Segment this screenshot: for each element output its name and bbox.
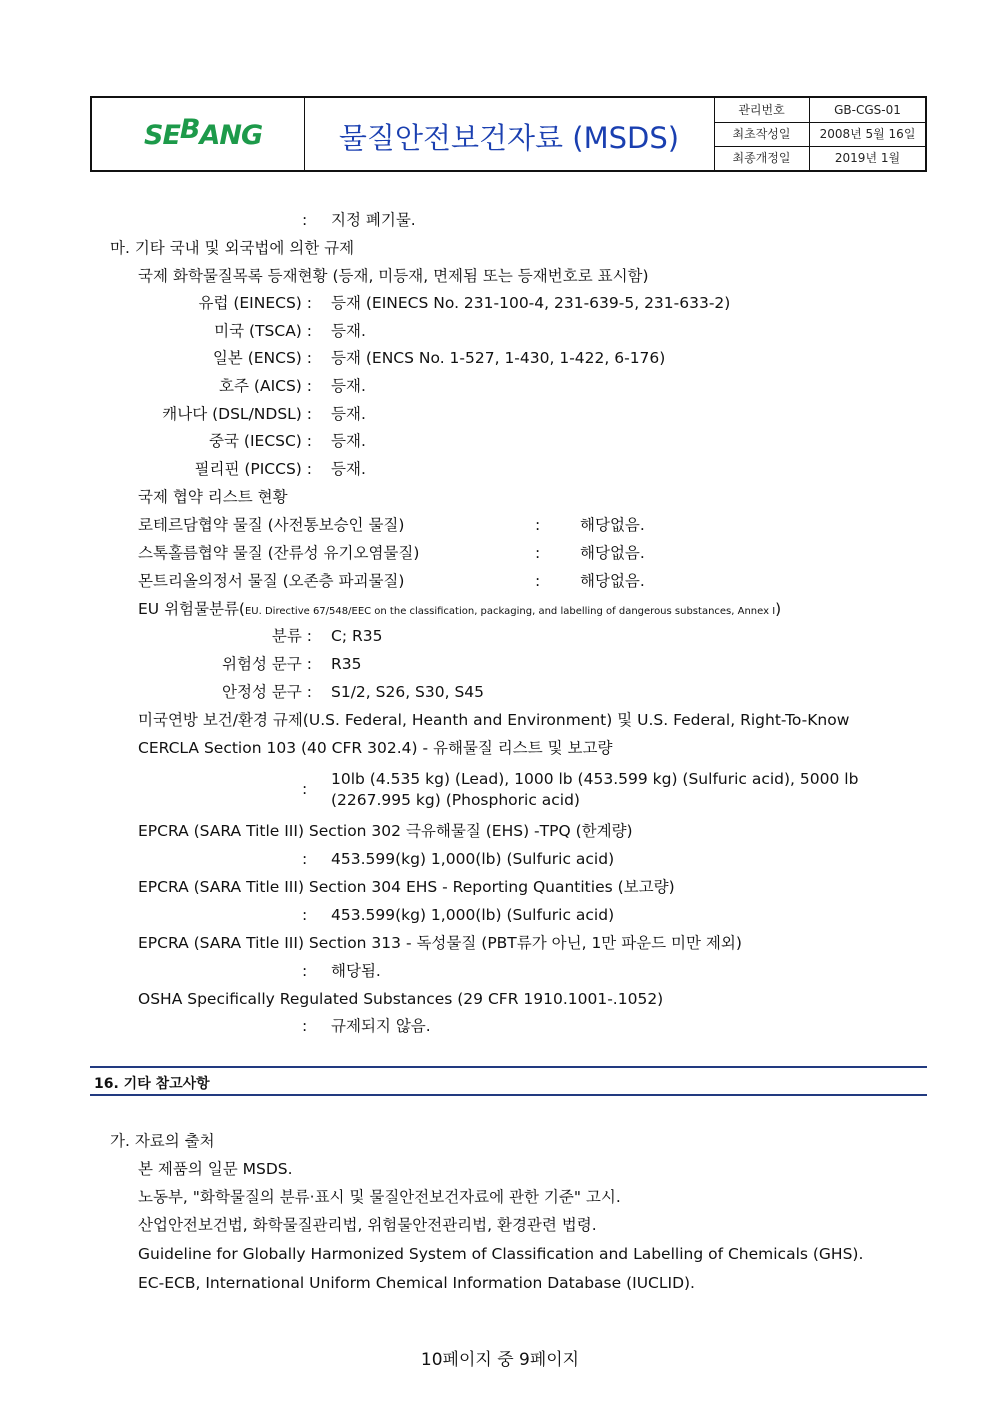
colon: : <box>302 850 308 868</box>
epcra313-heading: EPCRA (SARA Title III) Section 313 - 독성물질 (PBT류가 아닌, 1만 파운드 미만 제외) <box>138 934 742 952</box>
epcra304-heading: EPCRA (SARA Title III) Section 304 EHS - Reporting Quantities (보고량) <box>138 878 675 896</box>
source-item: 산업안전보건법, 화학물질관리법, 위험물안전관리법, 환경관련 법령. <box>138 1216 597 1234</box>
colon: : <box>302 906 308 924</box>
source-item: Guideline for Globally Harmonized System of Classification and Labelling of Chemicals (GHS). <box>138 1245 864 1263</box>
section-16-title: 16. 기타 참고사항 <box>94 1076 210 1092</box>
inventory-label: 미국 (TSCA) : <box>214 322 312 340</box>
inventory-label: 필리핀 (PICCS) : <box>194 460 312 478</box>
inventory-label: 유럽 (EINECS) : <box>198 294 312 312</box>
colon: : <box>302 780 308 798</box>
us-federal-heading: 미국연방 보건/환경 규제(U.S. Federal, Heanth and Environment) 및 U.S. Federal, Right-To-Know <box>138 711 850 729</box>
inventory-value: 등재 (ENCS No. 1-527, 1-430, 1-422, 6-176) <box>331 349 666 367</box>
sources-heading: 가. 자료의 출처 <box>110 1132 215 1150</box>
inventory-label: 호주 (AICS) : <box>219 377 312 395</box>
treaty-label: 로테르담협약 물질 (사전통보승인 물질) <box>138 516 405 534</box>
treaty-label: 스톡홀름협약 물질 (잔류성 유기오염물질) <box>138 544 420 562</box>
treaty-label: 몬트리올의정서 물질 (오존층 파괴물질) <box>138 572 405 590</box>
epcra304-value: 453.599(kg) 1,000(lb) (Sulfuric acid) <box>331 906 615 924</box>
cercla-heading: CERCLA Section 103 (40 CFR 302.4) - 유해물질 리스트 및 보고량 <box>138 739 613 757</box>
osha-value: 규제되지 않음. <box>331 1017 431 1035</box>
document-info-table <box>714 98 925 170</box>
treaty-value: 해당없음. <box>580 544 645 562</box>
colon: : <box>302 962 308 980</box>
eu-label: 분류 : <box>271 627 312 645</box>
section-16-bar <box>90 1066 927 1096</box>
logo-cell <box>92 98 305 170</box>
inventory-value: 등재. <box>331 377 366 395</box>
inventory-value: 등재. <box>331 432 366 450</box>
inventory-label: 캐나다 (DSL/NDSL) : <box>162 405 312 423</box>
sebang-logo: SEBANG <box>144 114 263 151</box>
treaty-value: 해당없음. <box>580 572 645 590</box>
section-ma-heading: 마. 기타 국내 및 외국법에 의한 규제 <box>110 239 355 257</box>
page-number: 10페이지 중 9페이지 <box>420 1350 580 1370</box>
colon: : <box>535 516 541 534</box>
title-cell <box>304 98 715 170</box>
info-row-revised: 최종개정일 2019년 1월 <box>714 146 925 170</box>
eu-value: R35 <box>331 655 362 673</box>
osha-heading: OSHA Specifically Regulated Substances (29 CFR 1910.1001-.1052) <box>138 990 664 1008</box>
inventory-heading: 국제 화학물질목록 등재현황 (등재, 미등재, 면제됨 또는 등재번호로 표시함) <box>138 267 649 285</box>
colon: : <box>302 211 308 229</box>
inventory-value: 등재. <box>331 322 366 340</box>
epcra313-value: 해당됨. <box>331 962 381 980</box>
source-item: 노동부, "화학물질의 분류·표시 및 물질안전보건자료에 관한 기준" 고시. <box>138 1188 621 1206</box>
eu-label: 안정성 문구 : <box>222 683 312 701</box>
document-title: 물질안전보건자료 (MSDS) <box>338 121 680 155</box>
document-header <box>90 96 927 172</box>
cercla-value-line1: 10lb (4.535 kg) (Lead), 1000 lb (453.599 kg) (Sulfuric acid), 5000 lb <box>331 770 859 788</box>
inventory-value: 등재. <box>331 460 366 478</box>
source-item: 본 제품의 일문 MSDS. <box>138 1160 293 1178</box>
colon: : <box>535 572 541 590</box>
treaty-value: 해당없음. <box>580 516 645 534</box>
treaty-heading: 국제 협약 리스트 현황 <box>138 488 288 506</box>
inventory-label: 중국 (IECSC) : <box>209 432 312 450</box>
colon: : <box>535 544 541 562</box>
epcra302-value: 453.599(kg) 1,000(lb) (Sulfuric acid) <box>331 850 615 868</box>
inventory-value: 등재. <box>331 405 366 423</box>
source-item: EC-ECB, International Uniform Chemical Information Database (IUCLID). <box>138 1274 695 1292</box>
eu-value: C; R35 <box>331 627 383 645</box>
inventory-value: 등재 (EINECS No. 231-100-4, 231-639-5, 231-633-2) <box>331 294 731 312</box>
info-row-control-number: 관리번호 GB-CGS-01 <box>714 98 925 123</box>
epcra302-heading: EPCRA (SARA Title III) Section 302 극유해물질 (EHS) -TPQ (한계량) <box>138 822 633 840</box>
cercla-value-line2: (2267.995 kg) (Phosphoric acid) <box>331 791 580 809</box>
eu-classification-heading: EU 위험물분류(EU. Directive 67/548/EEC on the classification, packaging, and labelling of dangerous substances, Annex I) <box>138 600 782 618</box>
eu-value: S1/2, S26, S30, S45 <box>331 683 485 701</box>
info-row-created: 최초작성일 2008년 5월 16일 <box>714 122 925 147</box>
inventory-label: 일본 (ENCS) : <box>212 349 312 367</box>
colon: : <box>302 1017 308 1035</box>
waste-value: 지정 폐기물. <box>331 211 416 229</box>
eu-label: 위험성 문구 : <box>222 655 312 673</box>
